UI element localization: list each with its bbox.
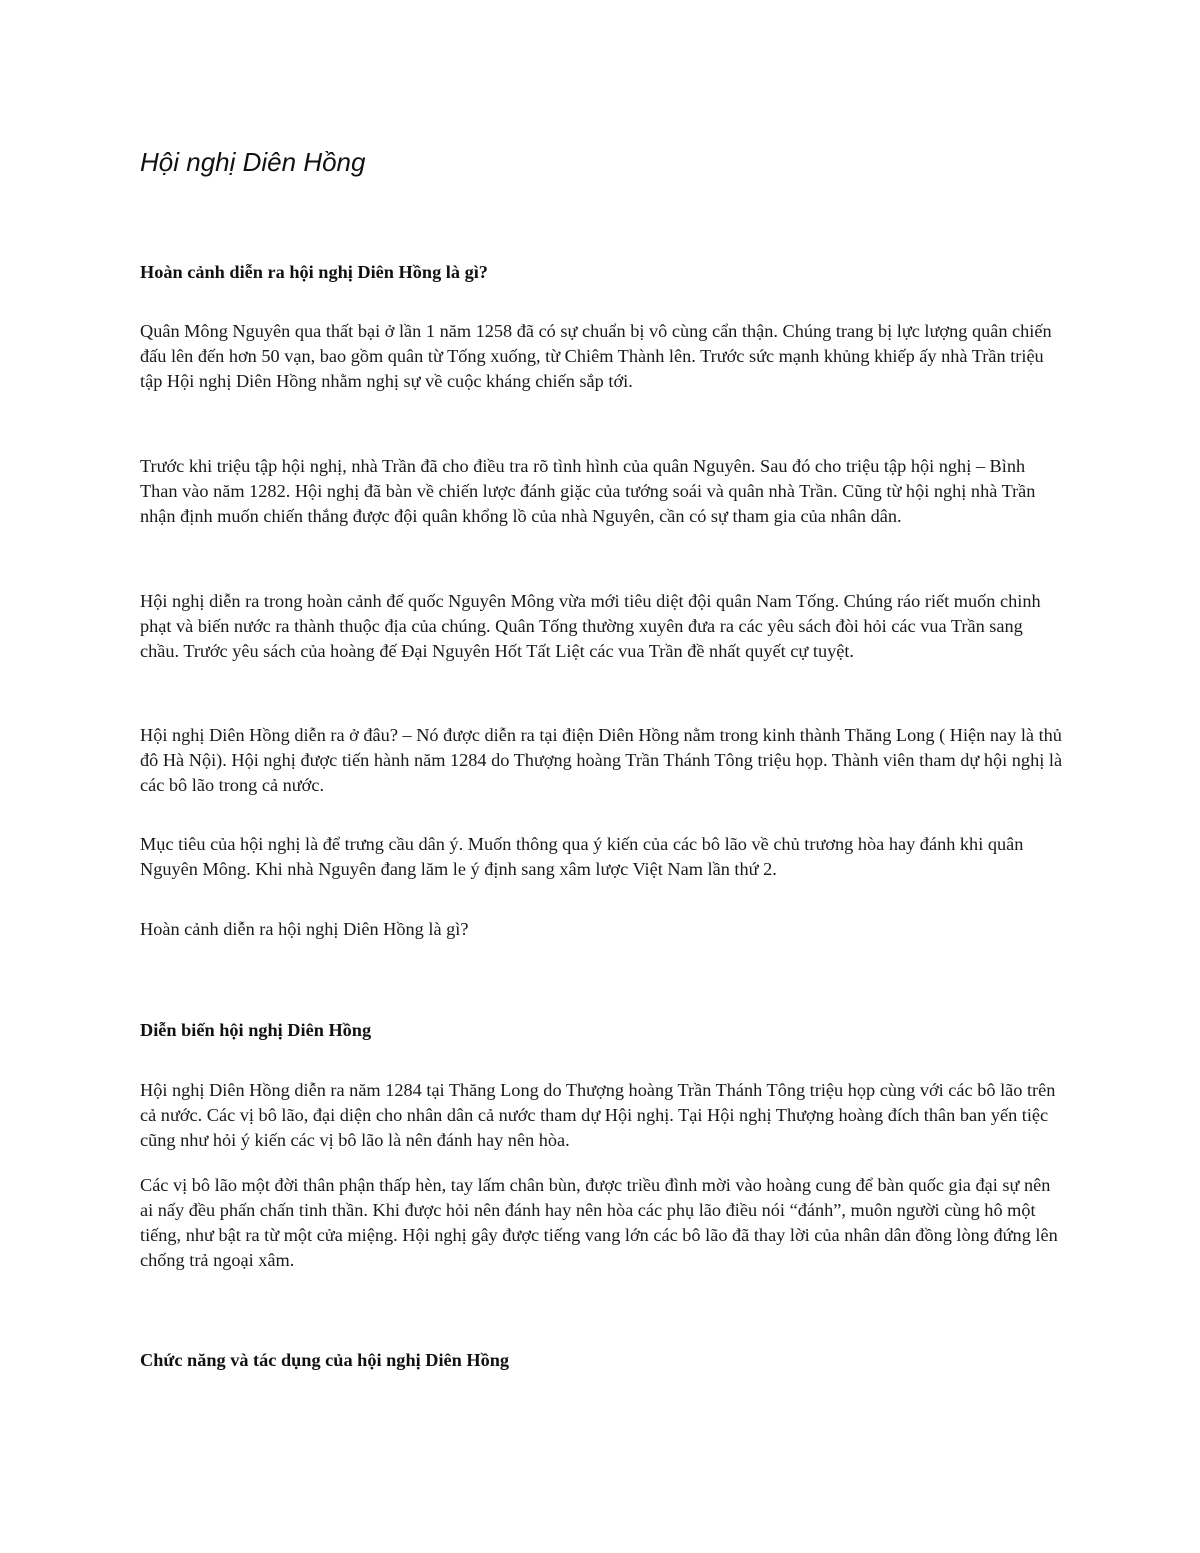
paragraph: Hội nghị Diên Hồng diễn ra ở đâu? – Nó được diễn ra tại điện Diên Hồng nằm trong kinh thành Thăng Long ( Hiện nay là thủ đô Hà Nội). Hội nghị được tiến hành năm 1284 do Thượng hoàng Trần Thánh Tông triệu họp. Thành viên tham dự hội nghị là các bô lão trong cả nước. — [140, 725, 1063, 795]
paragraph: Quân Mông Nguyên qua thất bại ở lần 1 năm 1258 đã có sự chuẩn bị vô cùng cẩn thận. Chúng trang bị lực lượng quân chiến đấu lên đến hơn 50 vạn, bao gồm quân từ Tống xuống, từ Chiêm Thành lên. Trước sức mạnh khủng khiếp ấy nhà Trần triệu tập Hội nghị Diên Hồng nhằm nghị sự về cuộc kháng chiến sắp tới. — [140, 321, 1052, 391]
paragraph: Hoàn cảnh diễn ra hội nghị Diên Hồng là gì? — [140, 919, 469, 939]
section-heading-context: Hoàn cảnh diễn ra hội nghị Diên Hồng là gì? — [140, 262, 488, 282]
section-heading-events: Diễn biến hội nghị Diên Hồng — [140, 1020, 372, 1040]
paragraph: Mục tiêu của hội nghị là để trưng cầu dân ý. Muốn thông qua ý kiến của các bô lão về chủ trương hòa hay đánh khi quân Nguyên Mông. Khi nhà Nguyên đang lăm le ý định sang xâm lược Việt Nam lần thứ 2. — [140, 834, 1024, 879]
page-title: Hội nghị Diên Hồng — [140, 147, 366, 177]
paragraph: Các vị bô lão một đời thân phận thấp hèn, tay lấm chân bùn, được triều đình mời vào hoàng cung để bàn quốc gia đại sự nên ai nấy đều phấn chấn tinh thần. Khi được hỏi nên đánh hay nên hòa các phụ lão điều nói “đánh”, muôn người cùng hô một tiếng, như bật ra từ một cửa miệng. Hội nghị gây được tiếng vang lớn các bô lão đã thay lời của nhân dân đồng lòng đứng lên chống trả ngoại xâm. — [140, 1175, 1058, 1270]
paragraph: Hội nghị Diên Hồng diễn ra năm 1284 tại Thăng Long do Thượng hoàng Trần Thánh Tông triệu họp cùng với các bô lão trên cả nước. Các vị bô lão, đại diện cho nhân dân cả nước tham dự Hội nghị. Tại Hội nghị Thượng hoàng đích thân ban yến tiệc cũng như hỏi ý kiến các vị bô lão là nên đánh hay nên hòa. — [140, 1080, 1056, 1150]
section-heading-function: Chức năng và tác dụng của hội nghị Diên Hồng — [140, 1350, 510, 1370]
paragraph: Trước khi triệu tập hội nghị, nhà Trần đã cho điều tra rõ tình hình của quân Nguyên. Sau đó cho triệu tập hội nghị – Bình Than vào năm 1282. Hội nghị đã bàn về chiến lược đánh giặc của tướng soái và quân nhà Trần. Cũng từ hội nghị nhà Trần nhận định muốn chiến thắng được đội quân khổng lồ của nhà Nguyên, cần có sự tham gia của nhân dân. — [140, 456, 1036, 526]
paragraph: Hội nghị diễn ra trong hoàn cảnh đế quốc Nguyên Mông vừa mới tiêu diệt đội quân Nam Tống. Chúng ráo riết muốn chinh phạt và biến nước ra thành thuộc địa của chúng. Quân Tống thường xuyên đưa ra các yêu sách đòi hỏi các vua Trần sang chầu. Trước yêu sách của hoàng đế Đại Nguyên Hốt Tất Liệt các vua Trần đề nhất quyết cự tuyệt. — [140, 591, 1041, 661]
